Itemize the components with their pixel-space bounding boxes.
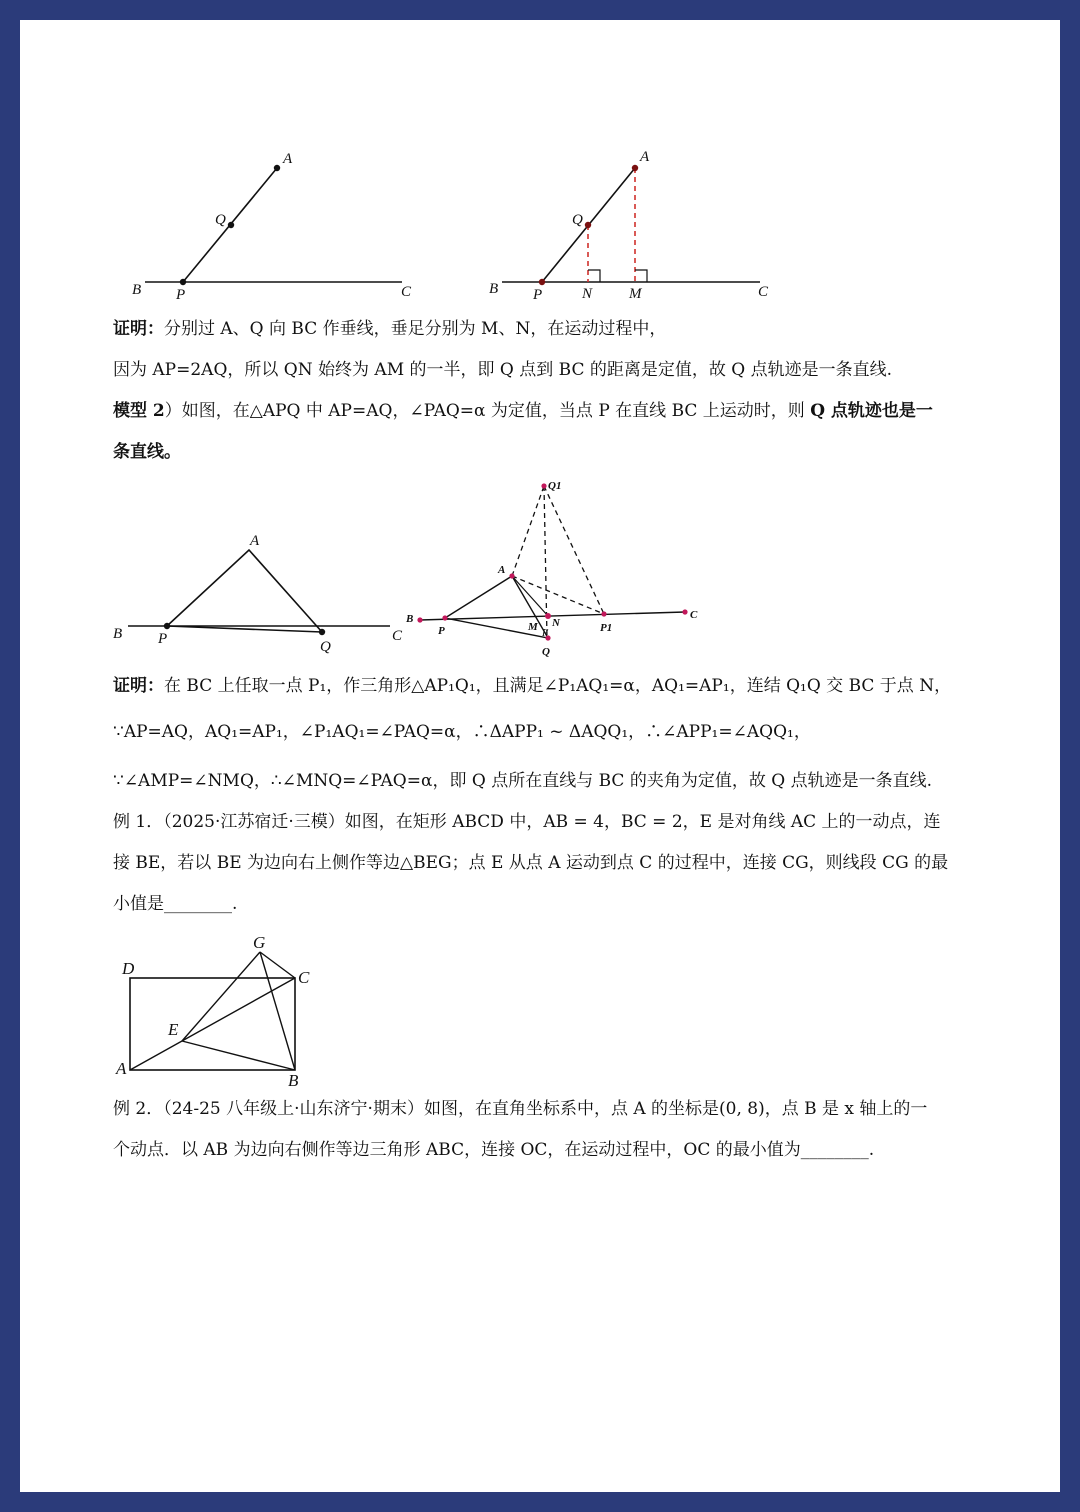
label-Q: Q	[320, 639, 331, 655]
model2-label: 模型 2	[113, 401, 165, 421]
label-Q: Q	[542, 646, 550, 658]
label-P1: P1	[600, 622, 613, 634]
figure-model2-left	[110, 530, 420, 660]
label-C: C	[690, 609, 698, 621]
label-N: N	[552, 617, 560, 629]
proof2-line2: ∵AP=AQ，AQ₁=AP₁，∠P₁AQ₁=∠PAQ=α，∴ΔAPP₁ ~ ΔAQQ₁，∴∠APP₁=∠AQQ₁，	[113, 722, 811, 742]
label-G: G	[253, 933, 266, 952]
model2-bold: Q 点轨迹也是一	[810, 401, 933, 421]
label-A: A	[640, 149, 650, 165]
model2-text: ）如图，在△APQ 中 AP=AQ，∠PAQ=α 为定值，当点 P 在直线 BC 上运动时，则	[164, 401, 811, 421]
label-P: P	[176, 287, 186, 303]
proof2-label: 证明：	[113, 676, 164, 696]
label-M: M	[528, 621, 538, 633]
label-C: C	[758, 284, 769, 300]
example1-line1: 例 1．（2025·江苏宿迁·三模）如图，在矩形 ABCD 中，AB = 4，BC = 2，E 是对角线 AC 上的一动点，连	[113, 812, 941, 832]
label-D: D	[122, 959, 135, 978]
label-B: B	[288, 1071, 299, 1090]
label-B: B	[406, 613, 414, 625]
label-B: B	[489, 281, 499, 297]
example1-line3: 小值是________.	[113, 894, 238, 914]
figure-model1-left	[110, 148, 430, 308]
label-M: M	[629, 286, 642, 302]
proof2-text1: 在 BC 上任取一点 P₁，作三角形△AP₁Q₁，且满足∠P₁AQ₁=α，AQ₁=AP₁，连结 Q₁Q 交 BC 于点 N，	[164, 676, 952, 696]
label-Q1: Q1	[548, 480, 562, 492]
document-page	[20, 20, 1060, 1492]
label-B: B	[132, 282, 142, 298]
label-Q: Q	[572, 212, 583, 228]
model2-line2: 条直线。	[113, 442, 181, 462]
example2-line1: 例 2．（24-25 八年级上·山东济宁·期末）如图，在直角坐标系中，点 A 的坐标是(0, 8)，点 B 是 x 轴上的一	[113, 1099, 928, 1119]
label-A: A	[283, 151, 293, 167]
label-E: E	[168, 1020, 179, 1039]
label-P: P	[158, 631, 168, 647]
label-F: F	[542, 628, 549, 639]
label-A: A	[250, 533, 260, 549]
proof1-line2: 因为 AP=2AQ，所以 QN 始终为 AM 的一半，即 Q 点到 BC 的距离是定值，故 Q 点轨迹是一条直线.	[113, 360, 893, 380]
label-A: A	[498, 564, 506, 576]
label-A: A	[116, 1059, 127, 1078]
proof2-line3: ∵∠AMP=∠NMQ，∴∠MNQ=∠PAQ=α，即 Q 点所在直线与 BC 的夹角为定值，故 Q 点轨迹是一条直线.	[113, 771, 932, 791]
figure-model1-right	[480, 148, 790, 308]
label-P: P	[438, 625, 445, 637]
proof2-line1	[113, 675, 951, 697]
label-C: C	[392, 628, 403, 644]
figure-example1	[110, 930, 350, 1090]
model2-line1	[113, 400, 933, 422]
label-B: B	[113, 626, 123, 642]
label-N: N	[582, 286, 593, 302]
label-C: C	[298, 968, 310, 987]
label-C: C	[401, 284, 412, 300]
proof1-text1: 分别过 A、Q 向 BC 作垂线，垂足分别为 M、N，在运动过程中，	[164, 319, 667, 339]
proof1-line1	[113, 318, 666, 340]
label-P: P	[533, 287, 543, 303]
proof1-label: 证明：	[113, 319, 164, 339]
figure-model2-right	[400, 478, 700, 668]
label-Q: Q	[215, 212, 226, 228]
example1-line2: 接 BE，若以 BE 为边向右上侧作等边△BEG；点 E 从点 A 运动到点 C 的过程中，连接 CG，则线段 CG 的最	[113, 853, 949, 873]
example2-line2: 个动点．以 AB 为边向右侧作等边三角形 ABC，连接 OC，在运动过程中，OC 的最小值为________.	[113, 1140, 875, 1160]
